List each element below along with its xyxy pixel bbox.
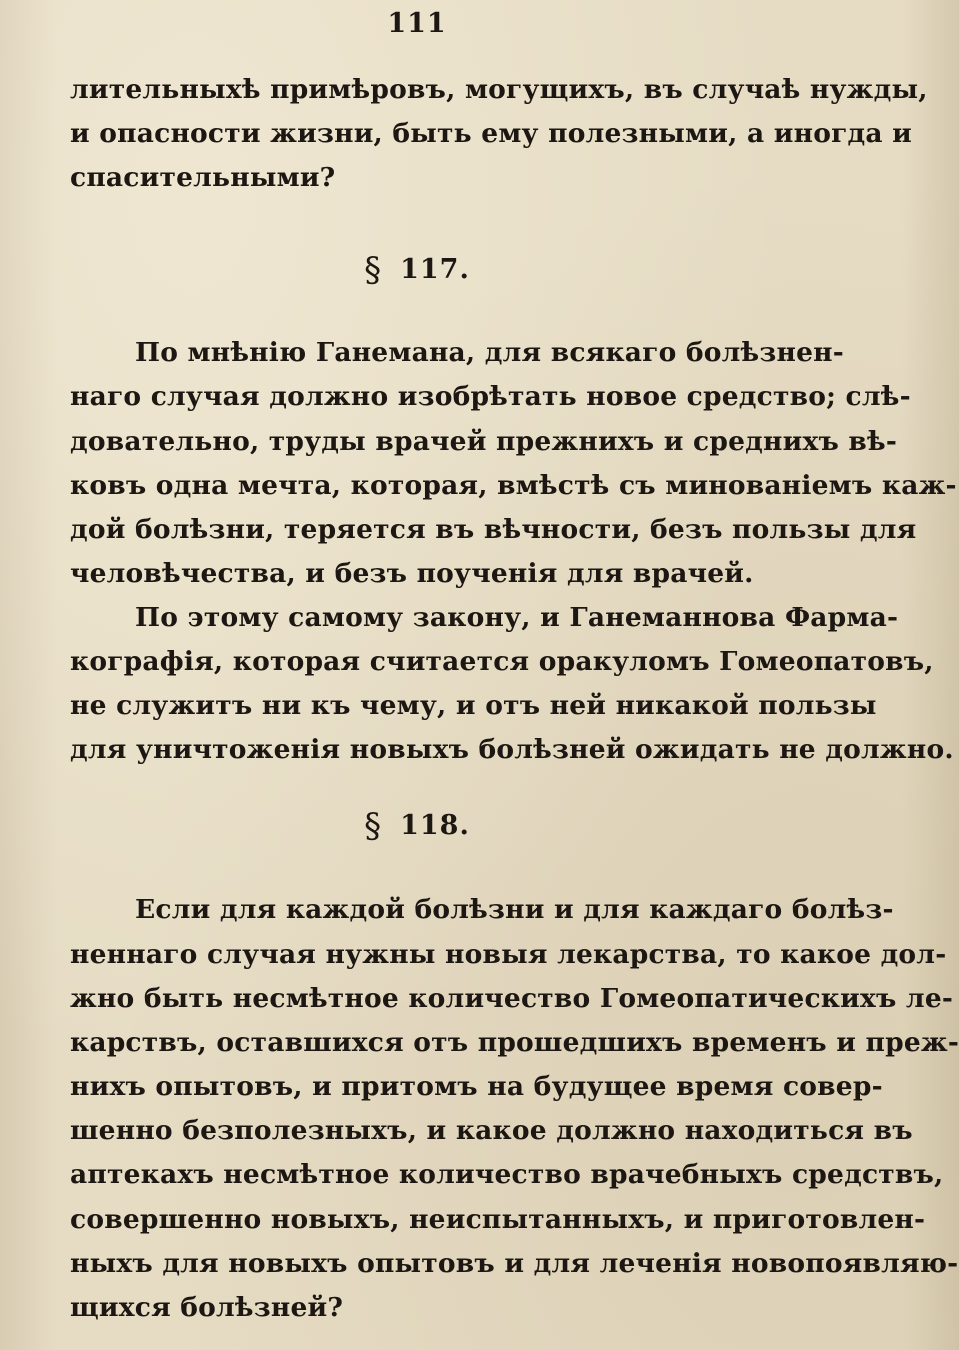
text-line: человѣчества, и безъ поученія для врачей.: [70, 558, 754, 589]
text-line: и опасности жизни, быть ему полезными, а иногда и: [70, 118, 913, 149]
text-line: шенно безполезныхъ, и какое должно находиться въ: [70, 1115, 913, 1146]
text-line: кографія, которая считается оракуломъ Гомеопатовъ,: [70, 646, 934, 677]
section-symbol: §: [364, 806, 383, 846]
text-line: не служитъ ни къ чему, и отъ ней никакой пользы: [70, 690, 877, 721]
text-line: совершенно новыхъ, неиспытанныхъ, и приготовлен-: [70, 1204, 926, 1235]
text-line: нихъ опытовъ, и притомъ на будущее время совер-: [70, 1071, 883, 1102]
section-symbol: §: [364, 250, 383, 290]
section-heading-117: [0, 250, 834, 290]
text-line: ныхъ для новыхъ опытовъ и для леченія новопоявляю-: [70, 1248, 959, 1279]
text-line: для уничтоженія новыхъ болѣзней ожидать не должно.: [70, 734, 954, 765]
text-line: спасительными?: [70, 162, 336, 193]
section-number: 117.: [400, 254, 470, 285]
text-line: довательно, труды врачей прежнихъ и среднихъ вѣ-: [70, 426, 898, 457]
text-line: По мнѣнію Ганемана, для всякаго болѣзнен-: [135, 337, 844, 368]
text-line: дой болѣзни, теряется въ вѣчности, безъ пользы для: [70, 514, 917, 545]
text-line: лительныхѣ примѣровъ, могущихъ, въ случаѣ нужды,: [70, 74, 928, 105]
text-line: жно быть несмѣтное количество Гомеопатическихъ ле-: [70, 983, 954, 1014]
text-line: Если для каждой болѣзни и для каждаго болѣз-: [135, 894, 894, 925]
section-number: 118.: [400, 810, 470, 841]
text-line: карствъ, оставшихся отъ прошедшихъ временъ и преж-: [70, 1027, 959, 1058]
text-line: ковъ одна мечта, которая, вмѣстѣ съ минованіемъ каж-: [70, 470, 957, 501]
page-number: 111: [387, 8, 447, 39]
section-heading-118: [0, 806, 834, 846]
text-line: неннаго случая нужны новыя лекарства, то какое дол-: [70, 939, 947, 970]
text-line: аптекахъ несмѣтное количество врачебныхъ средствъ,: [70, 1159, 944, 1190]
text-line: По этому самому закону, и Ганеманнова Фарма-: [135, 602, 899, 633]
text-line: щихся болѣзней?: [70, 1292, 344, 1323]
text-line: наго случая должно изобрѣтать новое средство; слѣ-: [70, 381, 911, 412]
